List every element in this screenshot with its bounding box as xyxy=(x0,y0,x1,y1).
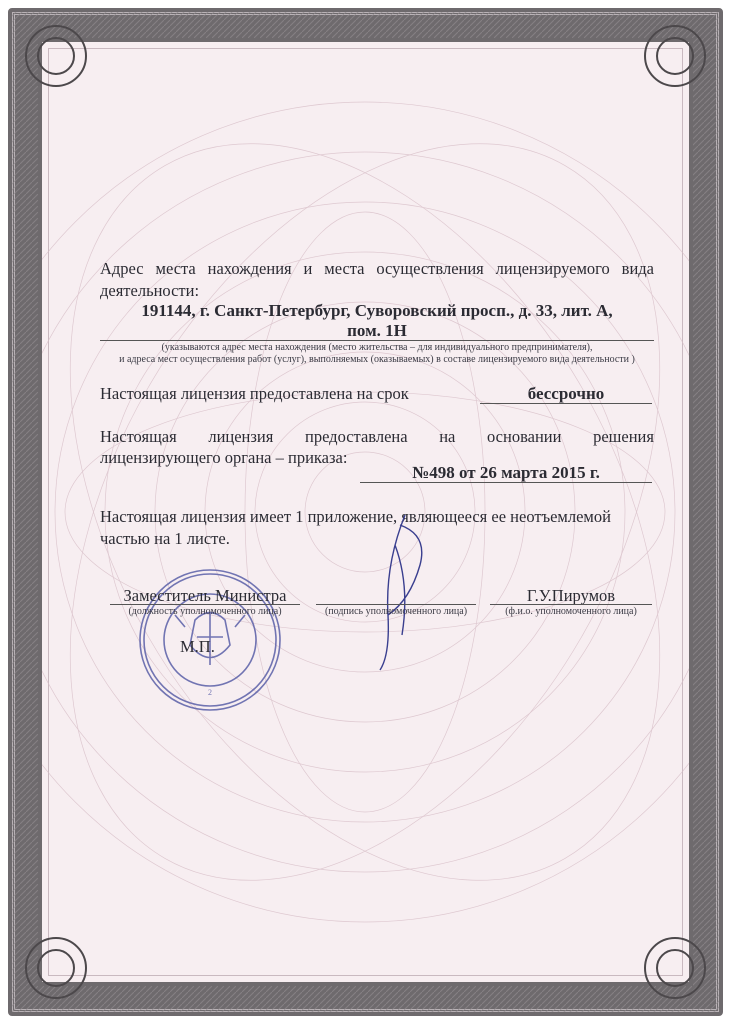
basis-line1 xyxy=(100,426,654,448)
address-value-line1: 191144, г. Санкт-Петербург, Суворовский просп., д. 33, лит. А, xyxy=(141,301,613,320)
basis-word: на xyxy=(439,427,456,446)
basis-word: Настоящая xyxy=(100,427,177,446)
basis-underline xyxy=(360,482,652,483)
basis-word: основании xyxy=(487,427,562,446)
basis-word: решения xyxy=(593,427,654,446)
term-value: бессрочно xyxy=(527,384,605,403)
signatory-position: Заместитель Министра xyxy=(123,586,287,605)
basis-line2: лицензирующего органа – приказа: xyxy=(100,448,348,467)
address-value-line2: пом. 1Н xyxy=(347,321,407,340)
appendix-line2: частью на 1 листе. xyxy=(100,529,230,548)
stamp-place-label: М.П. xyxy=(180,637,215,656)
basis-value: №498 от 26 марта 2015 г. xyxy=(412,463,600,482)
term-underline xyxy=(480,403,652,404)
appendix-line1: Настоящая лицензия имеет 1 приложение, являющееся ее неотъемлемой xyxy=(100,507,611,526)
position-caption: (должность уполномоченного лица) xyxy=(128,606,282,617)
address-note-line2: и адреса мест осуществления работ (услуг), выполняемых (оказываемых) в составе лицензируемого вида деятельности ) xyxy=(119,354,635,365)
name-caption: (ф.и.о. уполномоченного лица) xyxy=(505,606,637,617)
basis-word: предоставлена xyxy=(304,427,408,446)
address-note-line1: (указываются адрес места нахождения (место жительства – для индивидуального предпринимателя), xyxy=(161,342,593,353)
address-label-line1: Адрес места нахождения и места осуществления лицензируемого вида xyxy=(100,259,654,278)
signatory-name: Г.У.Пирумов xyxy=(526,586,616,605)
svg-text:2: 2 xyxy=(208,688,212,697)
basis-word: лицензия xyxy=(208,427,274,446)
handwritten-signature-icon xyxy=(350,505,450,675)
address-label-line2: деятельности: xyxy=(100,281,200,300)
term-label: Настоящая лицензия предоставлена на срок xyxy=(100,384,409,403)
signature-caption: (подпись уполномоченного лица) xyxy=(324,606,468,617)
